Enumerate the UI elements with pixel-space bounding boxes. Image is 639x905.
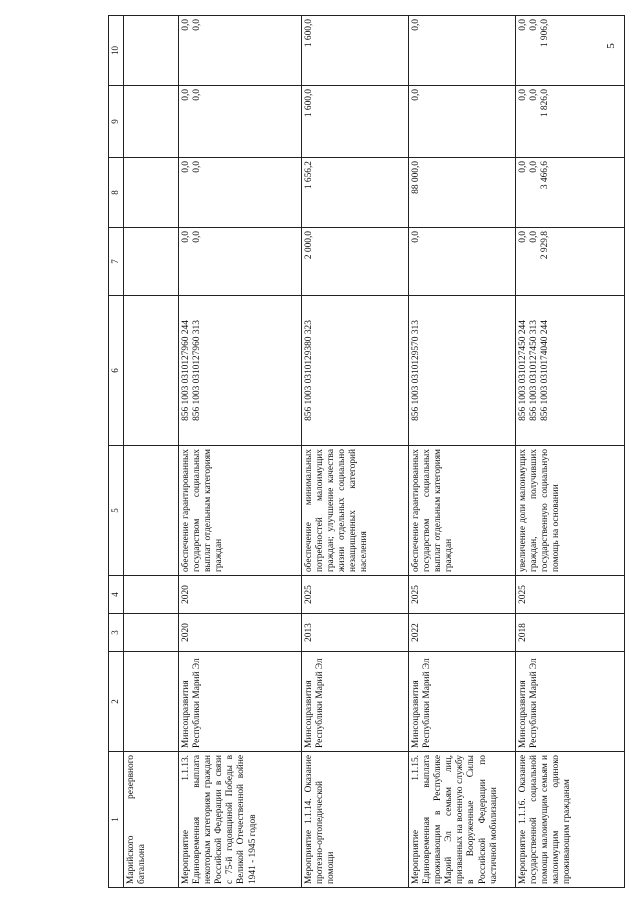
cell-value: 0,0 xyxy=(181,19,191,31)
header-col-4: 4 xyxy=(109,576,124,614)
cell-col8 xyxy=(516,158,625,228)
program-table xyxy=(108,15,625,888)
cell-col8 xyxy=(302,158,409,228)
cell-col3 xyxy=(124,614,179,652)
cell-value: 0,0 xyxy=(411,89,421,101)
cell-col10 xyxy=(179,16,302,86)
cell-col3: 2020 xyxy=(179,614,302,652)
cell-value: 0,0 xyxy=(411,19,421,31)
cell-value: 856 1003 0310129570 313 xyxy=(411,320,421,421)
cell-value: 1 600,0 xyxy=(304,89,314,118)
cell-col3: 2018 xyxy=(516,614,625,652)
cell-col6 xyxy=(409,296,516,446)
cell-col5 xyxy=(124,446,179,576)
header-row xyxy=(109,16,124,888)
cell-col8 xyxy=(179,158,302,228)
cell-value: 856 1003 0310127960 313 xyxy=(192,320,203,421)
cell-value: 0,0 xyxy=(518,161,528,173)
table-row xyxy=(516,16,625,888)
header-col-10: 10 xyxy=(109,16,124,86)
cell-col9 xyxy=(409,86,516,158)
cell-col1: Мероприятие 1.1.16. Оказание государственной социальной помощи малоимущим семьям и малоимущим одиноко проживающим гражданам xyxy=(516,752,625,888)
cell-col1: Мероприятие 1.1.13. Единовременная выплата некоторым категориям граждан Российской Федерации в связи с 75-й годовщиной Победы в Великой Отечественной войне 1941 - 1945 годов xyxy=(179,752,302,888)
cell-col5: увеличение доли малоимущих граждан, получивших государственную социальную помощь на основании xyxy=(516,446,625,576)
cell-col5: обеспечение гарантированных государством социальных выплат отдельным категориям граждан xyxy=(409,446,516,576)
cell-col6 xyxy=(516,296,625,446)
cell-value: 0,0 xyxy=(529,161,540,173)
cell-value: 0,0 xyxy=(192,161,203,173)
cell-value: 1 906,0 xyxy=(540,19,551,48)
rotated-table-area xyxy=(108,16,618,888)
cell-value: 0,0 xyxy=(192,231,203,243)
cell-col5: обеспечение гарантированных государством социальных выплат отдельным категориям граждан xyxy=(179,446,302,576)
cell-col10 xyxy=(302,16,409,86)
cell-col9 xyxy=(179,86,302,158)
cell-col8 xyxy=(124,158,179,228)
cell-col10 xyxy=(409,16,516,86)
cell-value: 0,0 xyxy=(192,89,203,101)
cell-col5: обеспечение минимальных потребностей малоимущих граждан; улучшение качества жизни отдельных социально незащищенных категорий населения xyxy=(302,446,409,576)
cell-col8 xyxy=(409,158,516,228)
cell-col4 xyxy=(124,576,179,614)
header-col-9: 9 xyxy=(109,86,124,158)
cell-value: 0,0 xyxy=(529,231,540,243)
cell-col2: Минсоцразвития Республики Марий Эл xyxy=(516,652,625,752)
cell-col10 xyxy=(516,16,625,86)
cell-value: 0,0 xyxy=(529,19,540,31)
page-number: 5 xyxy=(604,43,617,49)
cell-col1: Марийского резервного батальона xyxy=(124,752,179,888)
header-col-5: 5 xyxy=(109,446,124,576)
cell-value: 1 826,0 xyxy=(540,89,551,118)
cell-col2: Минсоцразвития Республики Марий Эл xyxy=(409,652,516,752)
cell-col6 xyxy=(179,296,302,446)
cell-col4: 2020 xyxy=(179,576,302,614)
cell-value: 3 466,6 xyxy=(540,161,551,190)
header-col-8: 8 xyxy=(109,158,124,228)
cell-col1: Мероприятие 1.1.14. Оказание протезно-ортопедической помощи xyxy=(302,752,409,888)
cell-col3: 2022 xyxy=(409,614,516,652)
cell-col7 xyxy=(409,228,516,296)
cell-col7 xyxy=(179,228,302,296)
table-row xyxy=(409,16,516,888)
cell-col7 xyxy=(516,228,625,296)
header-col-6: 6 xyxy=(109,296,124,446)
cell-col2 xyxy=(124,652,179,752)
header-col-3: 3 xyxy=(109,614,124,652)
table-row xyxy=(179,16,302,888)
cell-value: 0,0 xyxy=(518,89,528,101)
cell-col4: 2025 xyxy=(302,576,409,614)
cell-value: 1 600,0 xyxy=(304,19,314,48)
cell-col10 xyxy=(124,16,179,86)
cell-col1: Мероприятие 1.1.15. Единовременная выплата проживающим в Республике Марий Эл семьям лиц, призванных на военную службу в Вооруженные Силы Российской Федерации по частичной мобилизации xyxy=(409,752,516,888)
header-col-1: 1 xyxy=(109,752,124,888)
table-row xyxy=(302,16,409,888)
cell-value: 0,0 xyxy=(192,19,203,31)
cell-col6 xyxy=(124,296,179,446)
cell-col6 xyxy=(302,296,409,446)
cell-col9 xyxy=(516,86,625,158)
cell-value: 1 656,2 xyxy=(304,161,314,190)
cell-value: 2 929,8 xyxy=(540,231,551,260)
cell-value: 0,0 xyxy=(518,19,528,31)
cell-col3: 2013 xyxy=(302,614,409,652)
cell-col7 xyxy=(302,228,409,296)
cell-value: 856 1003 0310127450 313 xyxy=(529,320,540,421)
cell-value: 0,0 xyxy=(411,231,421,243)
cell-col9 xyxy=(302,86,409,158)
cell-value: 0,0 xyxy=(181,89,191,101)
table-row xyxy=(124,16,179,888)
cell-value: 856 1003 0310174040 244 xyxy=(540,320,551,421)
cell-col2: Минсоцразвития Республики Марий Эл xyxy=(179,652,302,752)
cell-col4: 2025 xyxy=(516,576,625,614)
header-col-7: 7 xyxy=(109,228,124,296)
cell-value: 856 1003 0310127960 244 xyxy=(181,320,191,421)
cell-col7 xyxy=(124,228,179,296)
cell-value: 0,0 xyxy=(181,231,191,243)
header-col-2: 2 xyxy=(109,652,124,752)
cell-value: 856 1003 0310129380 323 xyxy=(304,320,314,421)
cell-col2: Минсоцразвития Республики Марий Эл xyxy=(302,652,409,752)
cell-value: 0,0 xyxy=(518,231,528,243)
cell-value: 856 1003 0310127450 244 xyxy=(518,320,528,421)
cell-value: 0,0 xyxy=(529,89,540,101)
cell-col9 xyxy=(124,86,179,158)
cell-value: 88 000,0 xyxy=(411,161,421,194)
cell-col4: 2025 xyxy=(409,576,516,614)
cell-value: 0,0 xyxy=(181,161,191,173)
cell-value: 2 000,0 xyxy=(304,231,314,260)
